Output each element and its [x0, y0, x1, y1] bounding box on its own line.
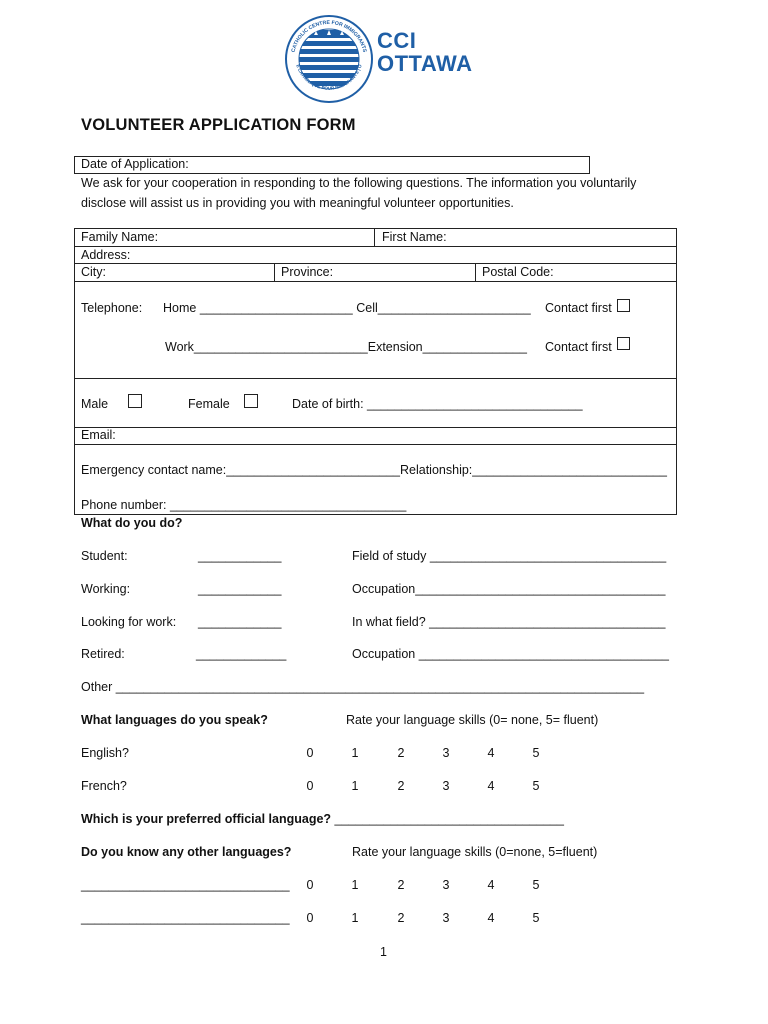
postal-code-label: Postal Code:: [482, 265, 554, 279]
emergency-contact-line: Emergency contact name:_________________________Relationship:____________________________: [81, 463, 667, 477]
family-name-label: Family Name:: [81, 230, 159, 244]
rating-option[interactable]: 5: [532, 779, 540, 793]
rating-option[interactable]: 5: [532, 878, 540, 892]
other-occupation-line: Other ____________________________________________________________________________: [81, 680, 645, 694]
preferred-language-blank: _________________________________: [334, 812, 564, 826]
what-do-you-do-heading: What do you do?: [81, 516, 183, 530]
brand-line-2: OTTAWA: [377, 51, 473, 76]
preferred-language-question: Which is your preferred official language?: [81, 812, 335, 826]
rating-option[interactable]: 2: [397, 878, 405, 892]
contact-first-label: Contact first: [545, 301, 612, 315]
form-title: VOLUNTEER APPLICATION FORM: [81, 116, 356, 134]
occupation-label: Working:: [81, 582, 131, 596]
rating-option[interactable]: 0: [306, 746, 314, 760]
brand-name: [377, 29, 472, 75]
language-label-french: French?: [81, 779, 127, 793]
rating-option[interactable]: 3: [442, 878, 450, 892]
preferred-language-line: [81, 812, 564, 826]
rating-option[interactable]: 2: [397, 779, 405, 793]
male-label: Male: [81, 397, 109, 411]
occupation-label: Student:: [81, 549, 128, 563]
date-of-application-label: Date of Application:: [81, 157, 189, 171]
occupation-detail: Occupation____________________________________: [352, 582, 666, 596]
address-label: Address:: [81, 248, 131, 262]
rating-option[interactable]: 4: [487, 878, 495, 892]
male-checkbox[interactable]: [128, 394, 142, 408]
telephone-label: Telephone:: [81, 301, 143, 315]
rating-option[interactable]: 1: [351, 878, 359, 892]
rate-skills-label: Rate your language skills (0= none, 5= fluent): [346, 713, 599, 727]
occupation-blank: ____________: [198, 582, 282, 596]
logo-ring-bottom-text: E CATHOLIQUE POUR IMMIGRANTS | O: [295, 63, 363, 91]
occupation-blank: ____________: [198, 549, 282, 563]
occupation-blank: _____________: [196, 647, 287, 661]
first-name-label: First Name:: [382, 230, 447, 244]
rating-option[interactable]: 2: [397, 911, 405, 925]
occupation-detail: Occupation ____________________________________: [352, 647, 669, 661]
intro-line-2: disclose will assist us in providing you with meaningful volunteer opportunities.: [81, 196, 514, 210]
rating-option[interactable]: 1: [351, 779, 359, 793]
rating-option[interactable]: 3: [442, 779, 450, 793]
logo-ring-top-text: CATHOLIC CENTRE FOR IMMIGRANTS: [290, 19, 368, 53]
rating-option[interactable]: 4: [487, 779, 495, 793]
brand-line-1: CCI: [377, 28, 417, 53]
other-language-blank: ______________________________: [81, 911, 290, 925]
rating-option[interactable]: 4: [487, 746, 495, 760]
rating-option[interactable]: 3: [442, 746, 450, 760]
languages-heading: What languages do you speak?: [81, 713, 268, 727]
occupation-detail: In what field? __________________________________: [352, 615, 666, 629]
rating-option[interactable]: 0: [306, 878, 314, 892]
rating-option[interactable]: 3: [442, 911, 450, 925]
email-label: Email:: [81, 428, 116, 442]
occupation-blank: ____________: [198, 615, 282, 629]
rating-option[interactable]: 1: [351, 746, 359, 760]
phone-number-line: Phone number: __________________________________: [81, 498, 407, 512]
rating-option[interactable]: 1: [351, 911, 359, 925]
page-number: 1: [380, 945, 387, 959]
contact-first-home-checkbox[interactable]: [617, 299, 630, 312]
intro-line-1: We ask for your cooperation in responding to the following questions. The information you voluntarily: [81, 176, 637, 190]
contact-first-work-checkbox[interactable]: [617, 337, 630, 350]
rating-option[interactable]: 0: [306, 911, 314, 925]
other-rate-skills-label: Rate your language skills (0=none, 5=fluent): [352, 845, 598, 859]
contact-first-label-2: Contact first: [545, 340, 612, 354]
rating-option[interactable]: 5: [532, 746, 540, 760]
rating-option[interactable]: 5: [532, 911, 540, 925]
city-label: City:: [81, 265, 106, 279]
female-label: Female: [188, 397, 230, 411]
work-extension-line: Work_________________________Extension_______________: [165, 340, 527, 354]
rating-option[interactable]: 4: [487, 911, 495, 925]
occupation-detail: Field of study __________________________________: [352, 549, 667, 563]
home-cell-line: Home ______________________ Cell______________________: [163, 301, 531, 315]
date-of-birth-line: Date of birth: _______________________________: [292, 397, 583, 411]
rating-option[interactable]: 2: [397, 746, 405, 760]
occupation-label: Retired:: [81, 647, 125, 661]
occupation-label: Looking for work:: [81, 615, 177, 629]
other-language-blank: ______________________________: [81, 878, 290, 892]
cci-logo-emblem: [284, 14, 374, 104]
female-checkbox[interactable]: [244, 394, 258, 408]
province-label: Province:: [281, 265, 334, 279]
rating-option[interactable]: 0: [306, 779, 314, 793]
language-label-english: English?: [81, 746, 129, 760]
other-languages-heading: Do you know any other languages?: [81, 845, 292, 859]
